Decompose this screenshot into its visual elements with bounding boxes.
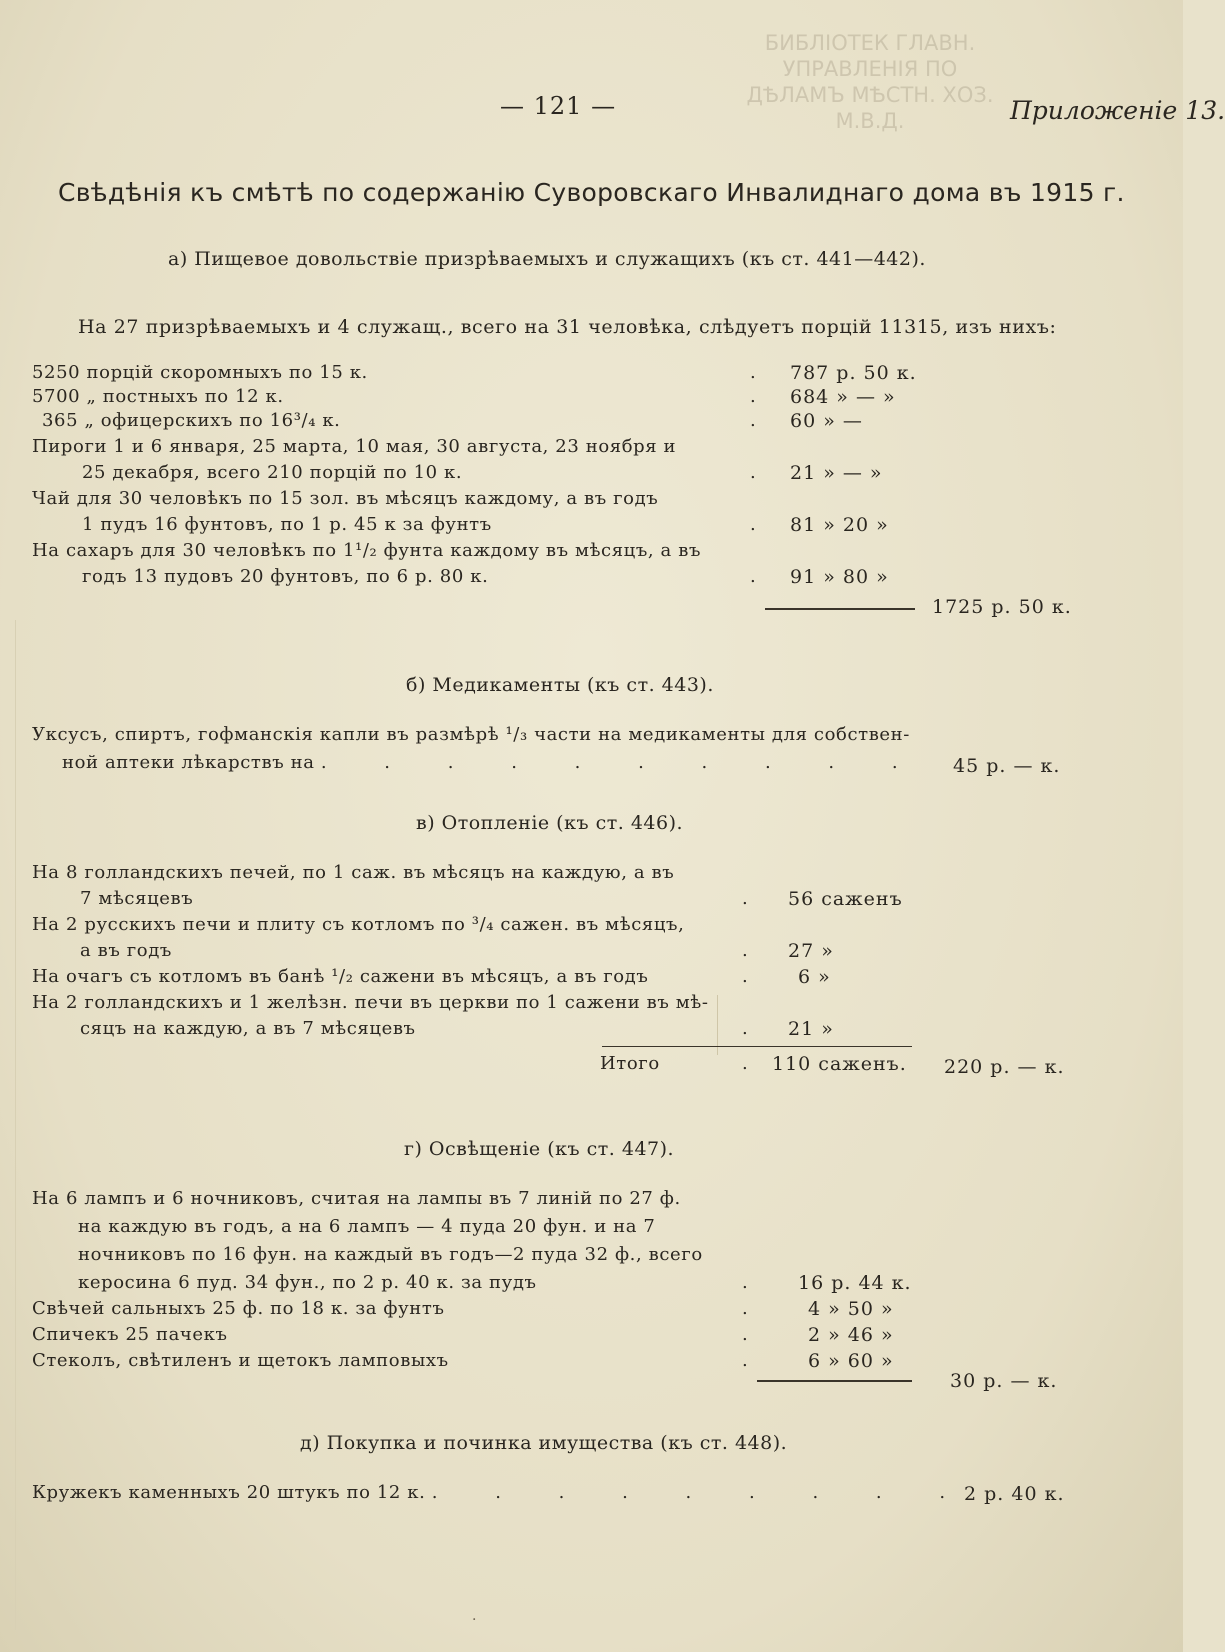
section-a-row-text: 365 „ офицерскихъ по 16³/₄ к. [42, 410, 341, 431]
page-number: — 121 — [500, 92, 617, 120]
leader-dot: . [750, 386, 757, 407]
leader-dot: . [742, 966, 749, 987]
section-b-line2 [62, 752, 924, 773]
page-title: Свѣдѣнія къ смѣтѣ по содержанію Суворовскаго Инвалиднаго дома въ 1915 г. [58, 178, 1125, 207]
section-a-row-text2: 25 декабря, всего 210 порцій по 10 к. [82, 462, 463, 483]
section-g-heading: г) Освѣщеніе (къ ст. 447). [404, 1138, 675, 1160]
leader-dot: . [742, 888, 749, 909]
leader-dot: . [742, 940, 749, 961]
leader-dots: . . . . . . . . . [431, 1482, 972, 1503]
section-v-itogo-dot: . [742, 1053, 749, 1074]
leader-dot: . [750, 462, 757, 483]
section-g-total: 30 р. — к. [950, 1370, 1058, 1392]
section-g-line: ночниковъ по 16 фун. на каждый въ годъ—2 пуда 32 ф., всего [78, 1244, 703, 1265]
section-a-total: 1725 р. 50 к. [932, 596, 1072, 618]
leader-dot: . [742, 1350, 749, 1371]
leader-dot: . [750, 410, 757, 431]
section-g-row-text: Стеколъ, свѣтиленъ и щетокъ ламповыхъ [32, 1350, 449, 1371]
section-v-row-amount: 27 » [788, 940, 834, 962]
section-g-row-amount: 2 » 46 » [808, 1324, 894, 1346]
section-d-total: 2 р. 40 к. [964, 1483, 1065, 1505]
section-v-row-amount: 6 » [798, 966, 831, 988]
bleed-line [15, 620, 16, 1630]
section-d-heading: д) Покупка и починка имущества (къ ст. 448). [300, 1432, 788, 1454]
section-a-row-text2: 1 пудъ 16 фунтовъ, по 1 р. 45 к за фунтъ [82, 514, 492, 535]
section-d-line [32, 1482, 971, 1503]
leader-dot: . [750, 514, 757, 535]
section-a-row-amount: 684 » — » [790, 386, 896, 408]
section-g-row-amount: 6 » 60 » [808, 1350, 894, 1372]
leader-dot: . [742, 1272, 749, 1293]
leader-dot: . [750, 566, 757, 587]
section-a-intro: На 27 призрѣваемыхъ и 4 служащ., всего на 31 человѣка, слѣдуетъ порцій 11315, изъ нихъ: [78, 316, 1057, 338]
leader-dot: . [742, 1324, 749, 1345]
section-a-row-amount: 81 » 20 » [790, 514, 889, 536]
section-g-row-text: Спичекъ 25 пачекъ [32, 1324, 228, 1345]
section-g-line: керосина 6 пуд. 34 фун., по 2 р. 40 к. за пудъ [78, 1272, 537, 1293]
section-v-heading: в) Отопленіе (къ ст. 446). [416, 812, 684, 834]
section-v-itogo-label: Итого [600, 1053, 660, 1074]
section-a-row-text: Пироги 1 и 6 января, 25 марта, 10 мая, 30 августа, 23 ноября и [32, 436, 677, 457]
section-g-row-amount: 16 р. 44 к. [798, 1272, 912, 1294]
section-v-row-text2: 7 мѣсяцевъ [80, 888, 194, 909]
leader-dot: . [742, 1018, 749, 1039]
section-a-total-rule [765, 608, 915, 610]
section-a-row-text: Чай для 30 человѣкъ по 15 зол. въ мѣсяцъ каждому, а въ годъ [32, 488, 659, 509]
library-stamp: БИБЛІОТЕК ГЛАВН. УПРАВЛЕНІЯ ПО ДѢЛАМЪ МѢСТН. ХОЗ. М.В.Д. [746, 31, 994, 133]
section-a-row-amount: 787 р. 50 к. [790, 362, 917, 384]
section-v-row-text: На очагъ съ котломъ въ банѣ ¹/₂ сажени въ мѣсяцъ, а въ годъ [32, 966, 649, 987]
section-v-row-amount: 21 » [788, 1018, 834, 1040]
section-g-total-rule [757, 1380, 912, 1382]
section-b-heading: б) Медикаменты (къ ст. 443). [406, 674, 714, 696]
section-v-row-text: На 8 голландскихъ печей, по 1 саж. въ мѣсяцъ на каждую, а въ [32, 862, 675, 883]
section-b-line2-text: ной аптеки лѣкарствъ на [62, 752, 315, 773]
section-v-row-text: На 2 русскихъ печи и плиту съ котломъ по ³/₄ сажен. въ мѣсяцъ, [32, 914, 685, 935]
leader-dot: . [742, 1298, 749, 1319]
section-a-row-text2: годъ 13 пудовъ 20 фунтовъ, по 6 р. 80 к. [82, 566, 489, 587]
section-a-row-text: 5700 „ постныхъ по 12 к. [32, 386, 284, 407]
section-g-line: На 6 лампъ и 6 ночниковъ, считая на лампы въ 7 линій по 27 ф. [32, 1188, 681, 1209]
section-b-total: 45 р. — к. [953, 755, 1061, 777]
section-a-row-amount: 91 » 80 » [790, 566, 889, 588]
leader-dots: . . . . . . . . . . [320, 752, 924, 773]
section-b-line1: Уксусъ, спиртъ, гофманскія капли въ размѣрѣ ¹/₃ части на медикаменты для собствен- [32, 724, 910, 745]
section-v-row-text2: а въ годъ [80, 940, 172, 961]
appendix-label: Приложеніе 13. [1010, 96, 1225, 125]
section-a-row-amount: 60 » — [790, 410, 863, 432]
section-v-total: 220 р. — к. [944, 1056, 1065, 1078]
section-v-itogo-amt: 110 саженъ. [772, 1053, 907, 1075]
section-a-row-amount: 21 » — » [790, 462, 883, 484]
footer-mark: · [472, 1612, 477, 1628]
section-g-row-amount: 4 » 50 » [808, 1298, 894, 1320]
section-g-row-text: Свѣчей сальныхъ 25 ф. по 18 к. за фунтъ [32, 1298, 445, 1319]
section-v-itogo-rule [602, 1046, 912, 1047]
section-v-row-amount: 56 саженъ [788, 888, 903, 910]
section-v-row-text: На 2 голландскихъ и 1 желѣзн. печи въ церкви по 1 сажени въ мѣ- [32, 992, 709, 1013]
section-g-line: на каждую въ годъ, а на 6 лампъ — 4 пуда 20 фун. и на 7 [78, 1216, 656, 1237]
section-a-heading: а) Пищевое довольствіе призрѣваемыхъ и служащихъ (къ ст. 441—442). [168, 248, 926, 270]
leader-dot: . [750, 362, 757, 383]
section-v-row-text2: сяцъ на каждую, а въ 7 мѣсяцевъ [80, 1018, 416, 1039]
section-a-row-text: 5250 порцій скоромныхъ по 15 к. [32, 362, 368, 383]
section-d-text: Кружекъ каменныхъ 20 штукъ по 12 к. [32, 1482, 426, 1503]
section-a-row-text: На сахаръ для 30 человѣкъ по 1¹/₂ фунта каждому въ мѣсяцъ, а въ [32, 540, 701, 561]
